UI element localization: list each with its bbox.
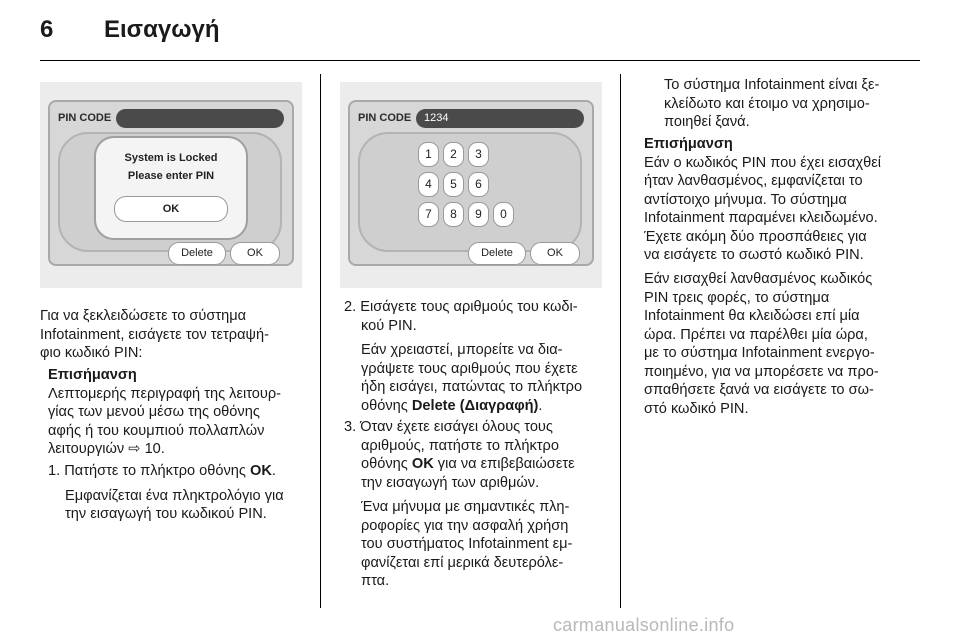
step-3 bbox=[344, 418, 575, 591]
lockout-paragraph bbox=[644, 270, 879, 418]
text-line: με το σύστημα Infotainment ενεργο- bbox=[644, 345, 875, 361]
delete-key-reference: Delete (Διαγραφή) bbox=[411, 397, 539, 414]
locked-dialog bbox=[94, 136, 248, 240]
key-1[interactable]: 1 bbox=[418, 142, 439, 167]
key-5[interactable]: 5 bbox=[443, 172, 464, 197]
key-6[interactable]: 6 bbox=[468, 172, 489, 197]
text-line: γράψετε τους αριθμούς που έχετε bbox=[361, 360, 578, 377]
note-title: Επισήμανση bbox=[644, 136, 733, 152]
text-line: του συστήματος Infotainment εμ- bbox=[361, 536, 573, 552]
text-line: Ένα μήνυμα με σημαντικές πλη- bbox=[361, 499, 570, 515]
ok-button[interactable]: OK bbox=[230, 242, 280, 265]
text-span: . bbox=[271, 463, 276, 479]
text-line: κλείδωτο και έτοιμο να χρησιμο- bbox=[664, 95, 870, 112]
pin-entry-bar: 1234 bbox=[416, 109, 584, 128]
text-line: Infotainment, εισάγετε τον τετραψή- bbox=[40, 326, 269, 343]
screen-frame bbox=[48, 100, 294, 266]
note-title: Επισήμανση bbox=[48, 367, 137, 383]
text-line: σπαθήσετε ξανά να εισάγετε το σω- bbox=[644, 382, 874, 398]
header-rule bbox=[40, 60, 920, 61]
text-line: Έχετε ακόμη δύο προσπάθειες για bbox=[644, 228, 867, 245]
text-line: ποιημένο, για να μπορέσετε να προ- bbox=[644, 363, 879, 380]
ok-key-reference: OK bbox=[250, 463, 272, 479]
ok-button[interactable]: OK bbox=[530, 242, 580, 265]
text-line: φιο κωδικό PIN: bbox=[40, 345, 143, 361]
text-line: 2. Εισάγετε τους αριθμούς του κωδι- bbox=[344, 299, 578, 315]
delete-button[interactable]: Delete bbox=[168, 242, 226, 265]
dialog-line-1: System is Locked bbox=[124, 152, 218, 164]
note-block bbox=[48, 366, 281, 459]
dialog-line-2: Please enter PIN bbox=[127, 170, 215, 182]
step-1 bbox=[48, 462, 284, 524]
column-divider-2 bbox=[620, 74, 621, 608]
watermark: carmanualsonline.info bbox=[553, 615, 735, 635]
key-4[interactable]: 4 bbox=[418, 172, 439, 197]
text-line: γίας των μενού μέσω της οθόνης bbox=[48, 404, 260, 420]
text-span: 1. Πατήστε το πλήκτρο οθόνης bbox=[48, 463, 251, 479]
text-line: αντίστοιχο μήνυμα. Το σύστημα bbox=[644, 191, 847, 208]
column-3-continuation bbox=[664, 76, 879, 132]
text-line: την εισαγωγή του κωδικού PIN. bbox=[65, 506, 267, 522]
text-line: ώρα. Πρέπει να παρέλθει μία ώρα, bbox=[644, 326, 868, 343]
key-8[interactable]: 8 bbox=[443, 202, 464, 227]
note-reference-link[interactable]: λειτουργιών ⇨ 10. bbox=[48, 441, 165, 457]
delete-button[interactable]: Delete bbox=[468, 242, 526, 265]
key-3[interactable]: 3 bbox=[468, 142, 489, 167]
text-line: 3. Όταν έχετε εισάγει όλους τους bbox=[344, 419, 553, 435]
column-1-intro bbox=[40, 307, 269, 363]
text-line: αριθμούς, πατήστε το πλήκτρο bbox=[361, 437, 559, 454]
text-line: ήταν λανθασμένος, εμφανίζεται το bbox=[644, 173, 863, 189]
page-number: 6 bbox=[40, 16, 54, 43]
text-span: οθόνης bbox=[361, 397, 412, 414]
page-title: Εισαγωγή bbox=[104, 16, 220, 43]
pin-code-label: PIN CODE bbox=[358, 112, 412, 124]
text-line: Εάν ο κωδικός PIN που έχει εισαχθεί bbox=[644, 154, 881, 171]
text-line: φανίζεται επί μερικά δευτερόλε- bbox=[361, 554, 564, 571]
text-line: αφής ή του κουμπιού πολλαπλών bbox=[48, 422, 265, 439]
screen-frame bbox=[348, 100, 594, 266]
text-line: Για να ξεκλειδώσετε το σύστημα bbox=[40, 308, 247, 324]
key-2[interactable]: 2 bbox=[443, 142, 464, 167]
pin-code-label: PIN CODE bbox=[58, 112, 112, 124]
key-0[interactable]: 0 bbox=[493, 202, 514, 227]
figure-pin-keypad bbox=[340, 82, 602, 288]
dialog-ok-button[interactable]: OK bbox=[114, 196, 228, 222]
key-9[interactable]: 9 bbox=[468, 202, 489, 227]
text-line: πτα. bbox=[361, 573, 390, 589]
text-line: Infotainment θα κλειδώσει επί μία bbox=[644, 308, 860, 324]
ok-key-reference: OK bbox=[411, 456, 434, 472]
text-line: ποιηθεί ξανά. bbox=[664, 114, 750, 130]
text-line: Εάν χρειαστεί, μπορείτε να δια- bbox=[361, 342, 563, 358]
text-line: PIN τρεις φορές, το σύστημα bbox=[644, 289, 830, 306]
column-divider-1 bbox=[320, 74, 321, 608]
text-line: Το σύστημα Infotainment είναι ξε- bbox=[664, 77, 880, 93]
key-7[interactable]: 7 bbox=[418, 202, 439, 227]
text-line: Infotainment παραμένει κλειδωμένο. bbox=[644, 210, 878, 226]
text-span: για να επιβεβαιώσετε bbox=[433, 456, 575, 472]
figure-system-locked bbox=[40, 82, 302, 288]
text-line: Εμφανίζεται ένα πληκτρολόγιο για bbox=[65, 487, 284, 504]
text-line: Εάν εισαχθεί λανθασμένος κωδικός bbox=[644, 271, 873, 287]
text-line: ήδη εισάγει, πατώντας το πλήκτρο bbox=[361, 379, 583, 395]
text-span: . bbox=[538, 397, 543, 414]
note-block bbox=[644, 135, 881, 265]
text-line: ροφορίες για την ασφαλή χρήση bbox=[361, 517, 569, 534]
text-line: στό κωδικό PIN. bbox=[644, 400, 749, 417]
text-line: την εισαγωγή των αριθμών. bbox=[361, 474, 540, 491]
text-line: κού PIN. bbox=[361, 317, 417, 334]
pin-entry-bar bbox=[116, 109, 284, 128]
text-span: οθόνης bbox=[361, 456, 412, 472]
step-2 bbox=[344, 298, 582, 415]
text-line: Λεπτομερής περιγραφή της λειτουρ- bbox=[48, 385, 282, 402]
text-line: να εισάγετε το σωστό κωδικό PIN. bbox=[644, 247, 864, 263]
